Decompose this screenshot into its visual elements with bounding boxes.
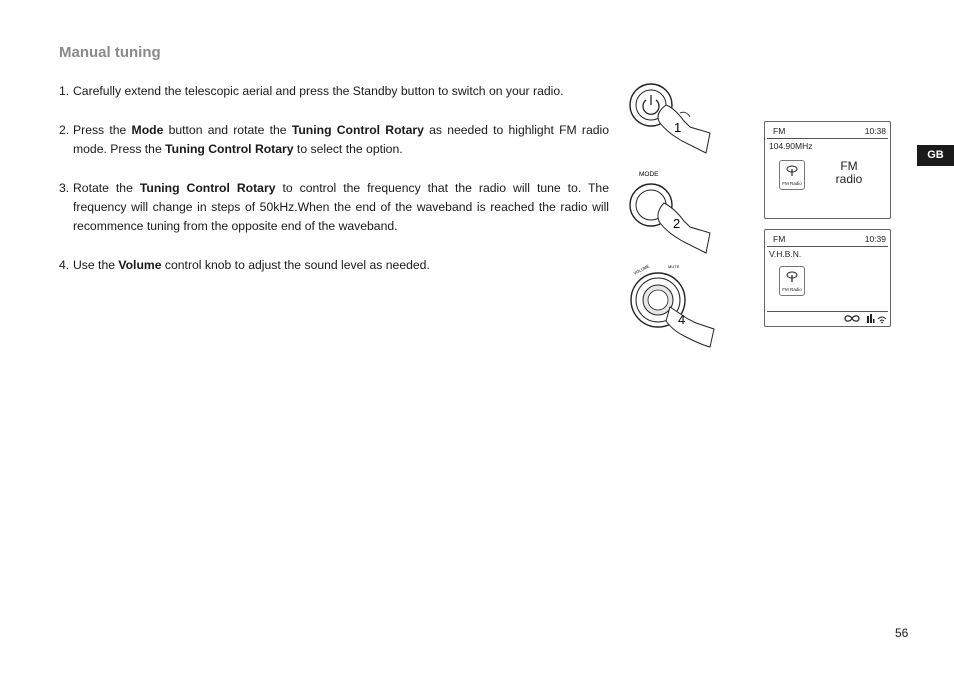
mute-label: MUTE [668, 264, 680, 269]
callout-1: 1 [674, 120, 682, 135]
control-name: Tuning Control Rotary [291, 123, 424, 137]
signal-strength-icon [867, 314, 875, 323]
callout-4: 4 [678, 312, 686, 327]
step-text: Press the [73, 123, 132, 137]
standby-button-illustration [630, 84, 710, 153]
control-name: Volume [118, 258, 162, 272]
control-name: Tuning Control Rotary [165, 142, 294, 156]
volume-label: VOLUME [632, 263, 651, 276]
wifi-icon [878, 317, 886, 323]
step-number: 4. [59, 258, 70, 272]
antenna-icon [786, 271, 798, 283]
radio-display-fm-menu [764, 121, 891, 219]
display-time: 10:39 [864, 234, 886, 244]
step-text: to select the option. [293, 142, 403, 156]
control-name: Tuning Control Rotary [139, 181, 276, 195]
step-number: 2. [59, 123, 70, 137]
section-title: Manual tuning [59, 44, 161, 61]
display-label-radio: radio [835, 172, 863, 186]
language-tab: GB [917, 145, 954, 166]
mode-label: MODE [639, 171, 659, 178]
display-frequency: 104.90MHz [769, 141, 813, 151]
fm-radio-tile [779, 266, 805, 296]
step-text: to control the frequency that the radio will tune to. The frequency will change in steps of 50kHz.When the end of the waveband is reached the radio will recommence tuning from the opposite end of the waveband. [73, 181, 609, 233]
callout-2: 2 [673, 216, 681, 231]
mode-button-illustration [630, 184, 710, 253]
step-number: 1. [59, 84, 70, 98]
antenna-icon [786, 165, 798, 177]
status-icons [843, 313, 887, 324]
display-mode: FM [773, 234, 786, 244]
instruction-step [59, 179, 609, 236]
display-station-name: V.H.B.N. [769, 249, 802, 259]
display-mode: FM [773, 126, 786, 136]
stereo-icon [845, 316, 859, 321]
step-text: button and rotate the [163, 123, 292, 137]
display-label-fm: FM [840, 159, 858, 173]
step-text: control knob to adjust the sound level as needed. [161, 258, 430, 272]
step-text: Rotate the [73, 181, 140, 195]
fm-radio-tile [779, 160, 805, 190]
volume-knob-illustration [631, 273, 714, 347]
tile-caption: FM Radio [782, 181, 802, 186]
control-name: Mode [131, 123, 164, 137]
display-time: 10:38 [864, 126, 886, 136]
step-text: Carefully extend the telescopic aerial and press the Standby button to switch on your radio. [73, 84, 564, 98]
radio-display-fm-station [764, 229, 891, 327]
instruction-step [59, 121, 609, 159]
instruction-step [59, 82, 609, 101]
instruction-step [59, 256, 609, 275]
step-text: Use the [73, 258, 119, 272]
page-number: 56 [895, 626, 909, 640]
tile-caption: FM Radio [782, 287, 802, 292]
step-text: as needed to highlight FM radio mode. Press the [73, 123, 610, 156]
instruction-list [59, 82, 609, 295]
radio-controls-illustration [620, 75, 725, 350]
step-number: 3. [59, 181, 70, 195]
